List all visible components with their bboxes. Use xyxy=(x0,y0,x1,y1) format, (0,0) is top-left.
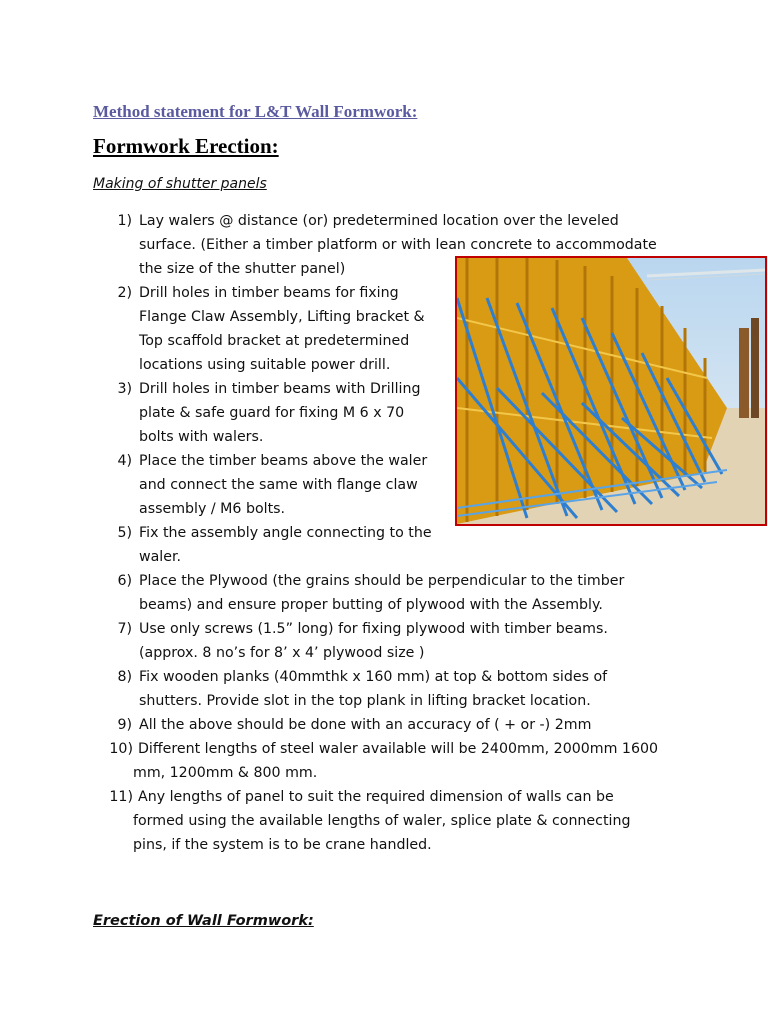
step-text-line: formed using the available lengths of waler, splice plate & connecting xyxy=(133,813,631,829)
step-text-line: Any lengths of panel to suit the required dimension of walls can be xyxy=(138,789,614,805)
step-text-line: shutters. Provide slot in the top plank in lifting bracket location. xyxy=(139,693,591,709)
step-text-line: waler. xyxy=(139,549,182,565)
step-text-line: Use only screws (1.5” long) for fixing plywood with timber beams. xyxy=(139,621,608,637)
step-text-line: Fix wooden planks (40mmthk x 160 mm) at top & bottom sides of xyxy=(139,669,608,685)
step-text-line: Drill holes in timber beams for fixing xyxy=(139,285,399,301)
document-title: Method statement for L&T Wall Formwork: xyxy=(93,102,418,121)
step-text-line: Drill holes in timber beams with Drilling xyxy=(139,381,421,397)
formwork-photo xyxy=(455,256,767,526)
step-number: 4) xyxy=(117,453,132,469)
step-number: 2) xyxy=(117,285,132,301)
step-text-line: pins, if the system is to be crane handled. xyxy=(133,837,432,853)
step-text-line: Place the timber beams above the waler xyxy=(139,453,428,469)
step-text-line: and connect the same with flange claw xyxy=(139,477,418,493)
step-text-line: Fix the assembly angle connecting to the xyxy=(139,525,432,541)
step-text-line: beams) and ensure proper butting of plywood with the Assembly. xyxy=(139,597,603,613)
step-number: 3) xyxy=(117,381,132,397)
step-number: 5) xyxy=(117,525,132,541)
step-text-line: locations using suitable power drill. xyxy=(139,357,391,373)
step-text-line: mm, 1200mm & 800 mm. xyxy=(133,765,318,781)
step-text-line: Flange Claw Assembly, Lifting bracket & xyxy=(139,309,425,325)
section-heading: Formwork Erection: xyxy=(93,134,279,158)
formwork-photo-illustration xyxy=(457,258,765,524)
step-number: 1) xyxy=(117,213,132,229)
step-text-line: Place the Plywood (the grains should be perpendicular to the timber xyxy=(139,573,625,589)
step-text-line: Lay walers @ distance (or) predetermined location over the leveled xyxy=(139,213,619,229)
subheading: Making of shutter panels xyxy=(93,176,267,192)
step-text-line: bolts with walers. xyxy=(139,429,264,445)
step-text-line: (approx. 8 no’s for 8’ x 4’ plywood size ) xyxy=(139,645,425,661)
step-number: 7) xyxy=(117,621,132,637)
step-text-line: All the above should be done with an accuracy of ( + or -) 2mm xyxy=(139,717,592,733)
step-number: 10) xyxy=(109,741,133,757)
step-number: 6) xyxy=(117,573,132,589)
step-text-line: Different lengths of steel waler available will be 2400mm, 2000mm 1600 xyxy=(138,741,659,757)
step-text-line: Top scaffold bracket at predetermined xyxy=(139,333,410,349)
step-text-line: surface. (Either a timber platform or with lean concrete to accommodate xyxy=(139,237,657,253)
step-number: 11) xyxy=(109,789,133,805)
step-text-line: the size of the shutter panel) xyxy=(139,261,346,277)
step-text-line: plate & safe guard for fixing M 6 x 70 xyxy=(139,405,405,421)
step-text-line: assembly / M6 bolts. xyxy=(139,501,286,517)
step-number: 9) xyxy=(117,717,132,733)
erection-heading: Erection of Wall Formwork: xyxy=(93,913,314,929)
step-number: 8) xyxy=(117,669,132,685)
